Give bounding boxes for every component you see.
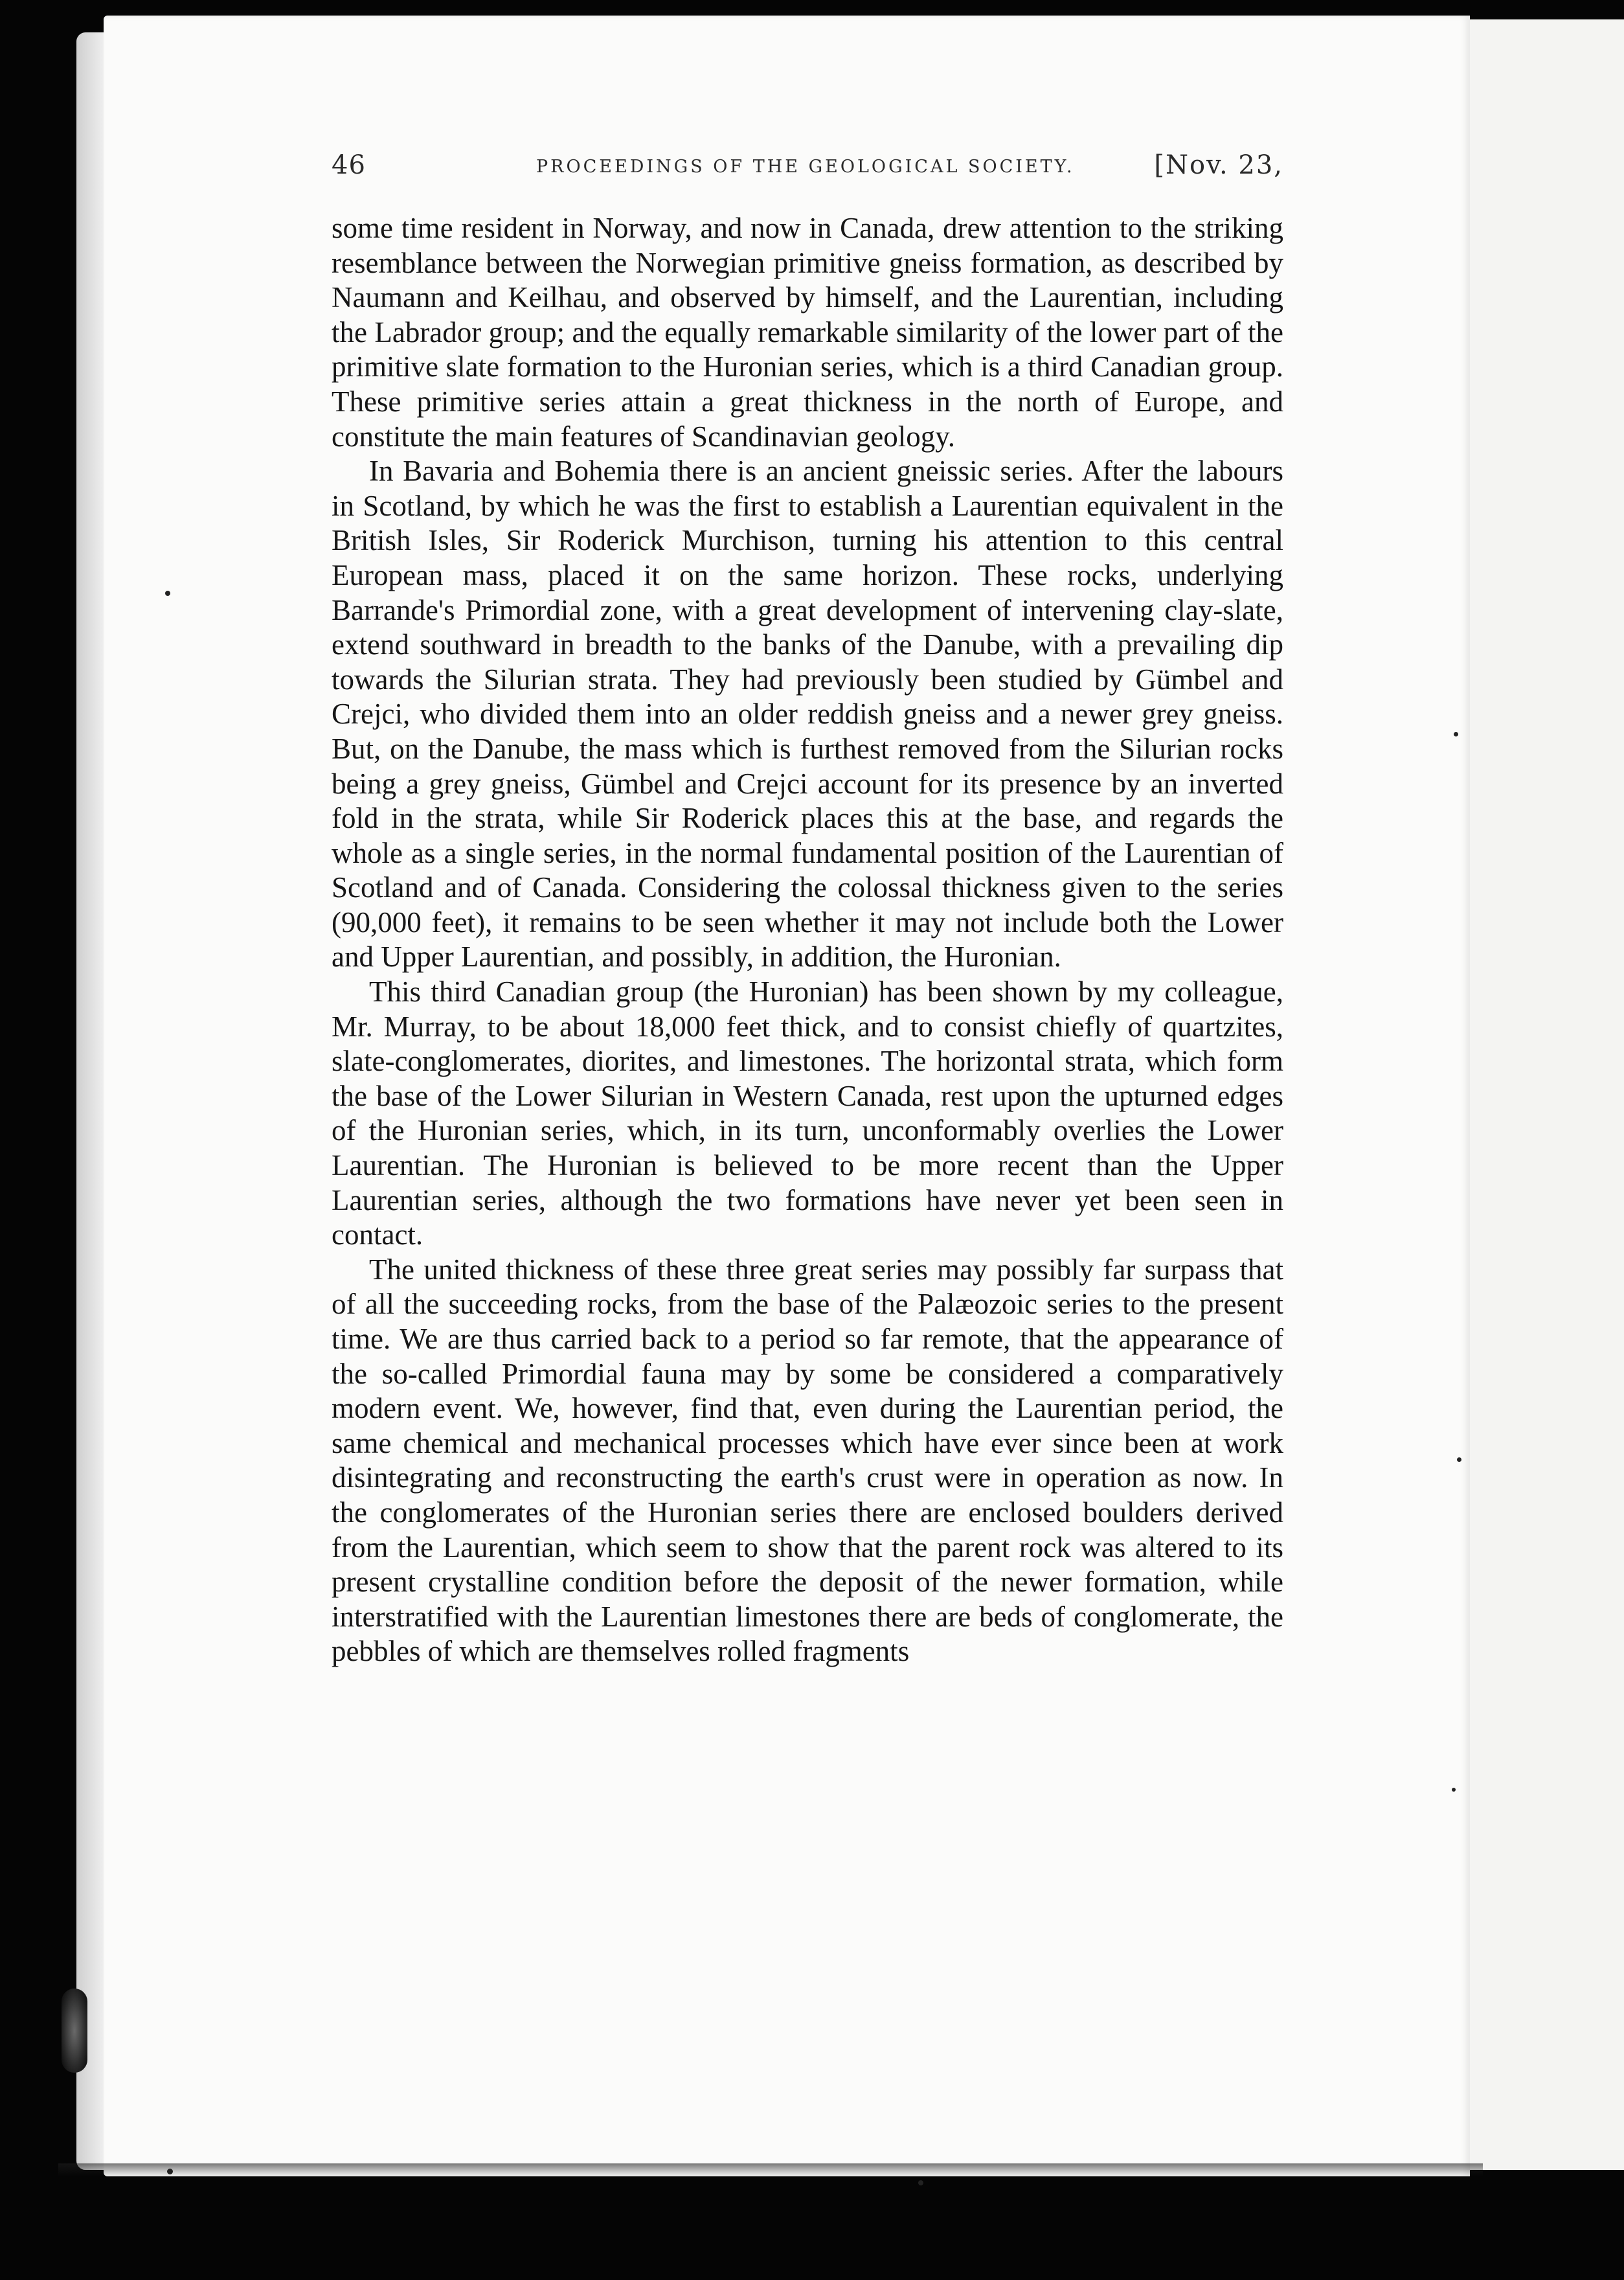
dust-speck <box>1454 732 1458 736</box>
body-text <box>332 211 1283 1669</box>
page-number: 46 <box>332 150 366 180</box>
header-date: [Nov. 23, <box>1154 150 1283 180</box>
dust-speck <box>918 2180 923 2185</box>
running-title: PROCEEDINGS OF THE GEOLOGICAL SOCIETY. <box>536 157 1075 177</box>
paragraph: some time resident in Norway, and now in Canada, drew attention to the striking resemblance between the Norwegian primitive gneiss formation, as described by Naumann and Keilhau, and observed by himself, and the Laurentian, including the Labrador group; and the equally remarkable similarity of the lower part of the primitive slate formation to the Huronian series, which is a third Canadian group. These primitive series attain a great thickness in the north of Europe, and constitute the main features of Scandinavian geology. <box>332 212 1283 453</box>
dust-speck <box>1452 1788 1456 1792</box>
paragraph: This third Canadian group (the Huronian) has been shown by my colleague, Mr. Murray, to be about 18,000 feet thick, and to consist chiefly of quartzites, slate-conglomerates, diorites, and limestones. The horizontal strata, which form the base of the Lower Silurian in Western Canada, rest upon the upturned edges of the Huronian series, which, in its turn, unconformably overlies the Lower Laurentian. The Huronian is believed to be more recent than the Upper Laurentian series, although the two formations have never yet been seen in contact. <box>332 975 1283 1251</box>
dust-speck <box>1457 1457 1461 1462</box>
dust-speck <box>165 591 170 596</box>
page-header <box>332 150 1283 196</box>
paragraph: The united thickness of these three great series may possibly far surpass that of all the succeeding rocks, from the base of the Palæozoic series to the present time. We are thus carried back to a period so far remote, that the appearance of the so-called Primordial fauna may by some be considered a comparatively modern event. We, however, find that, even during the Laurentian period, the same chemical and mechanical processes which have ever since been at work disintegrating and reconstructing the earth's crust were in operation as now. In the conglomerates of the Huronian series there are enclosed boulders derived from the Laurentian, which seem to show that the parent rock was altered to its present crystalline condition before the deposit of the newer formation, while interstratified with the Laurentian limestones there are beds of conglomerate, the pebbles of which are themselves rolled fragments <box>332 1253 1283 1668</box>
page-bottom-shadow <box>58 2163 1483 2176</box>
paragraph: In Bavaria and Bohemia there is an ancient gneissic series. After the labours in Scotland, by which he was the first to establish a Laurentian equivalent in the British Isles, Sir Roderick Murchison, turning his attention to this central European mass, placed it on the same horizon. These rocks, underlying Barrande's Primordial zone, with a great development of intervening clay-slate, extend southward in breadth to the banks of the Danube, with a prevailing dip towards the Silurian strata. They had previously been studied by Gümbel and Crejci, who divided them into an older reddish gneiss and a newer grey gneiss. But, on the Danube, the mass which is furthest removed from the Silurian rocks being a grey gneiss, Gümbel and Crejci account for its presence by an inverted fold in the strata, while Sir Roderick places this at the base, and regards the whole as a single series, in the normal fundamental position of the Laurentian of Scotland and of Canada. Considering the colossal thickness given to the series (90,000 feet), it remains to be seen whether it may not include both the Lower and Upper Laurentian, and possibly, in addition, the Huronian. <box>332 455 1283 974</box>
scan-artifact <box>62 1989 87 2073</box>
